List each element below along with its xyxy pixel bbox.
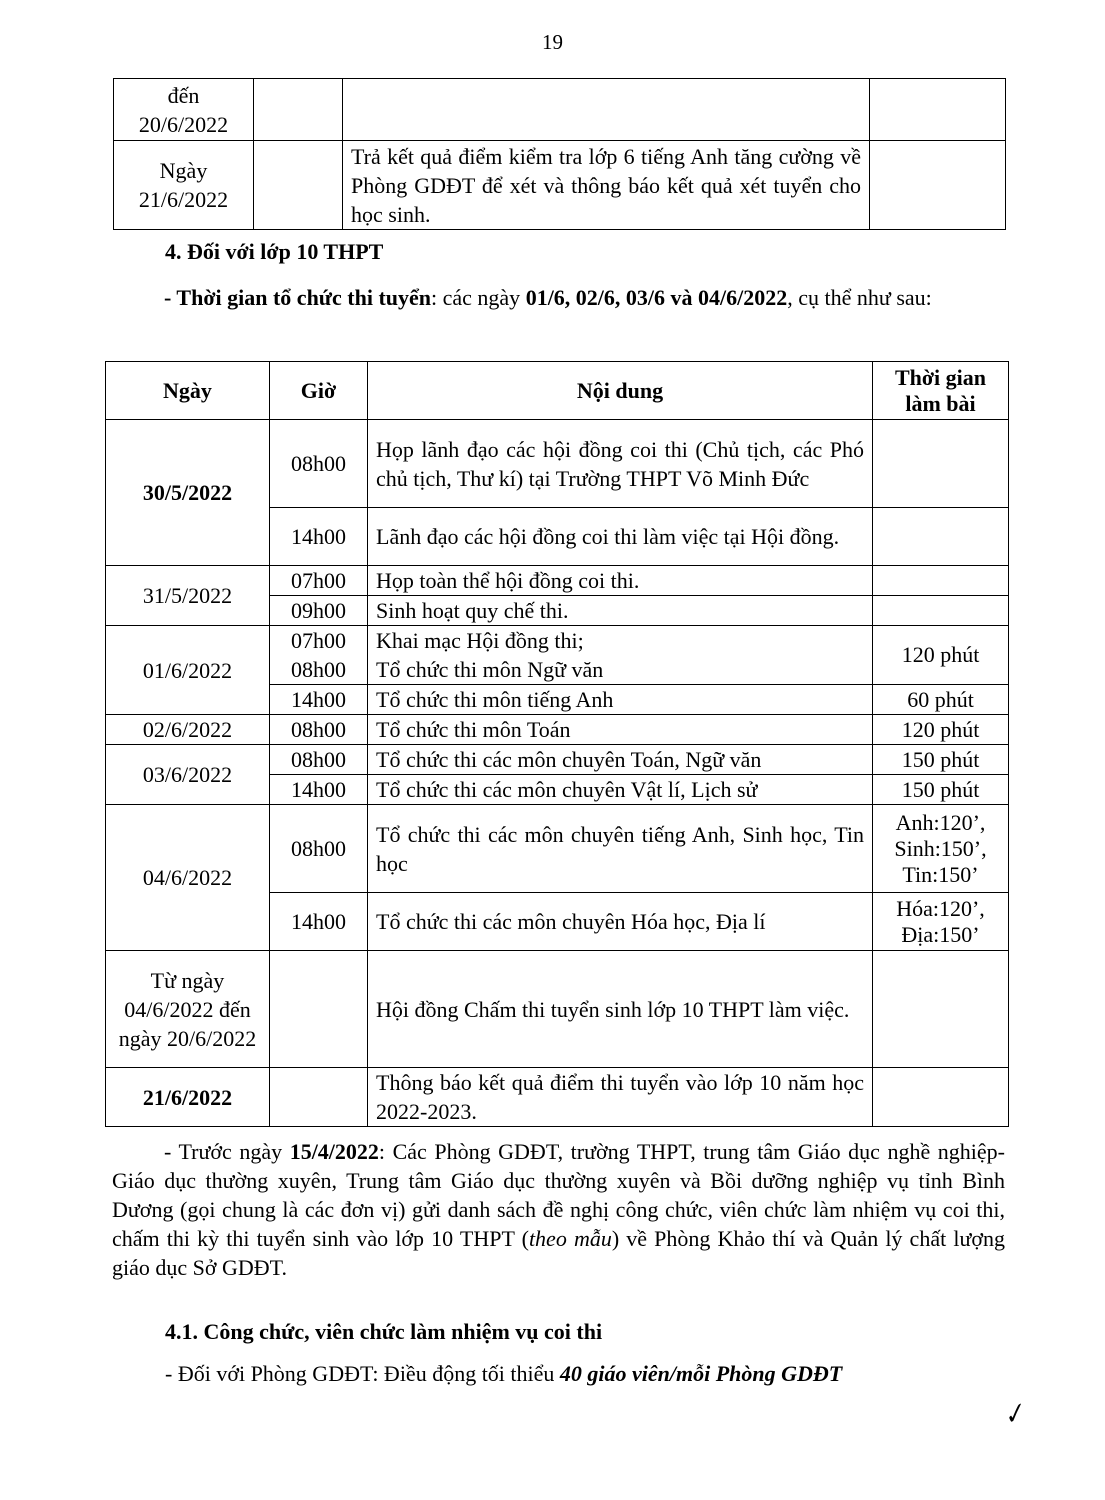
table-header-row: [106, 362, 1009, 420]
duration-cell: [873, 951, 1009, 1068]
initial-mark-icon: ✓: [998, 1397, 1030, 1432]
duration-cell: [873, 1068, 1009, 1127]
line-italic: 40 giáo viên/mỗi Phòng GDĐT: [559, 1361, 843, 1386]
date-cell: 03/6/2022: [106, 745, 270, 805]
table-row: [114, 79, 1006, 141]
para-text1: : Các Phòng GDĐT, trường THPT, trung tâm Giáo dục nghề nghiệp-Giáo dục thường xuyên, Trung tâm Giáo dục thường xuyên và Bồi dưỡng nghiệp vụ tỉnh Bình Dương (gọi chung là các đơn vị) gửi danh sách đề nghị công chức, viên chức làm nhiệm vụ coi thi, chấm thi kỳ thi tuyển sinh vào lớp 10 THPT (: [112, 1139, 1005, 1251]
section-heading-4: 4. Đối với lớp 10 THPT: [165, 239, 384, 264]
content-cell: [343, 79, 870, 141]
time-cell: 14h00: [270, 893, 368, 951]
time-cell: [254, 79, 343, 141]
header-duration: Thời gian làm bài: [873, 362, 1009, 420]
duration-cell: Anh:120’, Sinh:150’, Tin:150’: [873, 805, 1009, 893]
table-row: [106, 566, 1009, 596]
time-cell: 08h00: [270, 420, 368, 508]
duration-cell: 120 phút: [873, 715, 1009, 745]
duration-cell: [870, 141, 1006, 230]
date-cell: 21/6/2022: [106, 1068, 270, 1127]
header-time: Giờ: [270, 362, 368, 420]
time-cell: 14h00: [270, 508, 368, 566]
time-cell: [270, 1068, 368, 1127]
date-cell: 01/6/2022: [106, 626, 270, 715]
table-row: [106, 420, 1009, 508]
table-row: [106, 951, 1009, 1068]
time-cell: 07h00 08h00: [270, 626, 368, 685]
date-cell: đến 20/6/2022: [114, 79, 254, 141]
exam-time-dates: 01/6, 02/6, 03/6 và 04/6/2022: [525, 285, 788, 310]
page-number: 19: [542, 30, 563, 54]
time-cell: 07h00: [270, 566, 368, 596]
content-cell: Tổ chức thi các môn chuyên Vật lí, Lịch sử: [368, 775, 873, 805]
content-cell: Sinh hoạt quy chế thi.: [368, 596, 873, 626]
time-cell: [270, 951, 368, 1068]
time-cell: 09h00: [270, 596, 368, 626]
content-cell: Tổ chức thi môn Toán: [368, 715, 873, 745]
time-cell: 14h00: [270, 775, 368, 805]
duration-cell: [873, 596, 1009, 626]
para-lead: - Trước ngày: [164, 1139, 290, 1164]
exam-time-mid: : các ngày: [431, 285, 526, 310]
submission-paragraph: [112, 1137, 1005, 1282]
date-cell: 31/5/2022: [106, 566, 270, 626]
exam-time-paragraph: [112, 283, 1005, 312]
date-cell: 02/6/2022: [106, 715, 270, 745]
duration-cell: 120 phút: [873, 626, 1009, 685]
table-row: [106, 1068, 1009, 1127]
continued-schedule-table: [113, 78, 1006, 230]
duration-cell: 150 phút: [873, 775, 1009, 805]
time-cell: 08h00: [270, 745, 368, 775]
line-lead: - Đối với Phòng GDĐT: Điều động tối thiểu: [165, 1361, 560, 1386]
para-text2: ) về Phòng Khảo thí và Quản lý chất lượng giáo dục Sở GDĐT.: [112, 1226, 1005, 1280]
content-cell: Tổ chức thi môn tiếng Anh: [368, 685, 873, 715]
para-italic: theo mẫu: [528, 1226, 612, 1251]
schedule-body: [106, 420, 1009, 1127]
duration-cell: Hóa:120’, Địa:150’: [873, 893, 1009, 951]
time-cell: [254, 141, 343, 230]
duration-cell: [873, 566, 1009, 596]
table-row: [114, 141, 1006, 230]
time-cell: 08h00: [270, 805, 368, 893]
duration-cell: [873, 420, 1009, 508]
section-heading-4-1: 4.1. Công chức, viên chức làm nhiệm vụ coi thi: [165, 1319, 603, 1344]
content-cell: Tổ chức thi các môn chuyên Toán, Ngữ văn: [368, 745, 873, 775]
exam-time-label: - Thời gian tổ chức thi tuyển: [164, 285, 432, 310]
content-cell: Lãnh đạo các hội đồng coi thi làm việc tại Hội đồng.: [368, 508, 873, 566]
time-cell: 08h00: [270, 715, 368, 745]
content-cell: Họp toàn thể hội đồng coi thi.: [368, 566, 873, 596]
duration-cell: 60 phút: [873, 685, 1009, 715]
duration-cell: [870, 79, 1006, 141]
table-row: [106, 626, 1009, 685]
header-date: Ngày: [106, 362, 270, 420]
date-cell: 04/6/2022: [106, 805, 270, 951]
para-date: 15/4/2022: [289, 1139, 379, 1164]
duration-cell: 150 phút: [873, 745, 1009, 775]
date-cell: Từ ngày 04/6/2022 đến ngày 20/6/2022: [106, 951, 270, 1068]
table-row: [106, 805, 1009, 893]
table-row: [106, 715, 1009, 745]
content-cell: Tổ chức thi các môn chuyên tiếng Anh, Sinh học, Tin học: [368, 805, 873, 893]
content-cell: Trả kết quả điểm kiểm tra lớp 6 tiếng Anh tăng cường về Phòng GDĐT để xét và thông báo kết quả xét tuyển cho học sinh.: [343, 141, 870, 230]
content-cell: Tổ chức thi các môn chuyên Hóa học, Địa lí: [368, 893, 873, 951]
header-content: Nội dung: [368, 362, 873, 420]
duration-cell: [873, 508, 1009, 566]
exam-time-tail: , cụ thể như sau:: [787, 285, 932, 310]
content-cell: Hội đồng Chấm thi tuyển sinh lớp 10 THPT làm việc.: [368, 951, 873, 1068]
content-cell: Thông báo kết quả điểm thi tuyển vào lớp 10 năm học 2022-2023.: [368, 1068, 873, 1127]
table-row: [106, 745, 1009, 775]
content-cell: Họp lãnh đạo các hội đồng coi thi (Chủ tịch, các Phó chủ tịch, Thư kí) tại Trường THPT Võ Minh Đức: [368, 420, 873, 508]
section41-line: [165, 1359, 1005, 1388]
time-cell: 14h00: [270, 685, 368, 715]
date-cell: Ngày 21/6/2022: [114, 141, 254, 230]
date-cell: 30/5/2022: [106, 420, 270, 566]
exam-schedule-table: [105, 361, 1009, 1127]
content-cell: Khai mạc Hội đồng thi; Tổ chức thi môn Ngữ văn: [368, 626, 873, 685]
